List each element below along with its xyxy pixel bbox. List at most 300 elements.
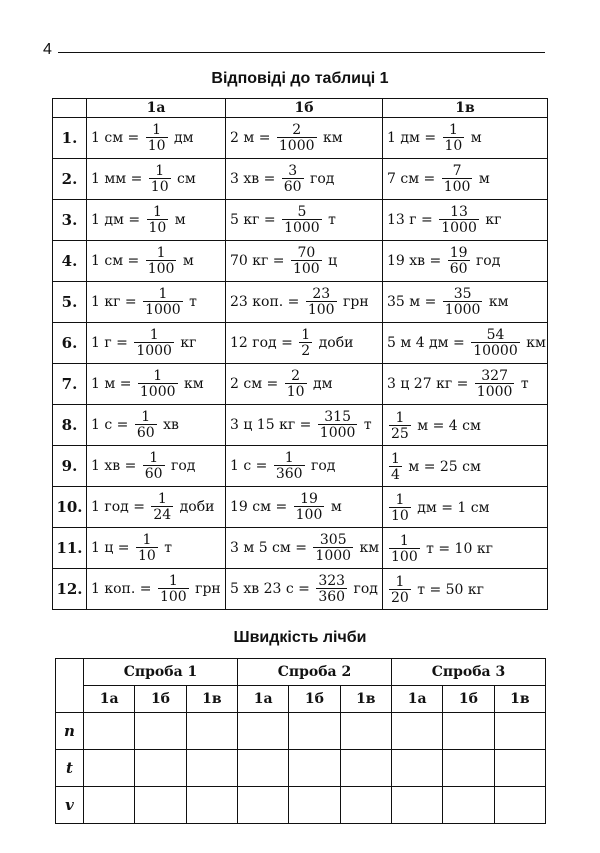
speed-entry-cell[interactable] [289, 750, 340, 787]
fraction [306, 287, 337, 317]
attempt-header: Спроба 3 [391, 659, 545, 686]
answer-cell [383, 323, 548, 364]
answer-cell [383, 528, 548, 569]
fraction-numerator: 1 [155, 163, 165, 179]
answers-header-row [53, 99, 548, 118]
speed-entry-cell[interactable] [135, 713, 186, 750]
fraction-denominator: 10 [138, 548, 156, 564]
speed-entry-cell[interactable] [391, 713, 442, 750]
answer-expression [230, 123, 343, 153]
speed-entry-cell[interactable] [443, 750, 494, 787]
answer-expression [91, 164, 196, 194]
answer-row [53, 528, 548, 569]
speed-entry-cell[interactable] [443, 713, 494, 750]
speed-entry-cell[interactable] [135, 787, 186, 824]
fraction [135, 410, 157, 440]
fraction-numerator: 54 [486, 327, 505, 343]
fraction-numerator: 1 [284, 450, 294, 466]
answer-row [53, 487, 548, 528]
column-header: 1а [87, 99, 226, 118]
fraction-denominator: 1000 [476, 384, 513, 400]
answer-expression [91, 492, 214, 522]
row-number: 3. [53, 200, 87, 241]
column-header: 1б [226, 99, 383, 118]
expression-text: 3 м 5 см = [230, 540, 312, 556]
answer-row [53, 200, 548, 241]
expression-text: 2 см = [230, 376, 283, 392]
expression-text: 3 ц 27 кг = [387, 376, 473, 392]
answer-cell [87, 569, 226, 610]
row-number: 9. [53, 446, 87, 487]
speed-entry-cell[interactable] [340, 713, 391, 750]
fraction-numerator: 3 [288, 163, 298, 179]
expression-text: 12 год = [230, 335, 298, 351]
expression-text: 35 м = [387, 294, 441, 310]
fraction [439, 205, 479, 235]
subcolumn-header: 1в [340, 686, 391, 713]
speed-entry-cell[interactable] [391, 787, 442, 824]
answer-cell [87, 323, 226, 364]
fraction-denominator: 20 [391, 589, 409, 606]
speed-entry-cell[interactable] [237, 713, 288, 750]
answer-expression [91, 410, 179, 440]
fraction [143, 287, 183, 317]
answer-row [53, 159, 548, 200]
expression-text: 1 год = [91, 499, 150, 515]
fraction-denominator: 10 [147, 138, 166, 154]
expression-text: 1 с = [230, 458, 272, 474]
answer-cell [226, 364, 383, 405]
expression-text: т [359, 417, 372, 433]
answer-expression [230, 164, 334, 194]
speed-row [56, 713, 546, 750]
expression-text: 5 кг = [230, 212, 281, 228]
fraction-numerator: 1 [168, 573, 178, 589]
fraction-denominator: 100 [295, 507, 323, 523]
fraction [138, 369, 178, 399]
answers-table [52, 98, 548, 610]
answer-expression [387, 164, 490, 194]
fraction-denominator: 360 [275, 466, 303, 482]
fraction-numerator: 2 [291, 368, 301, 384]
fraction [389, 493, 411, 523]
expression-text: год [306, 458, 336, 474]
answer-row [53, 241, 548, 282]
answer-cell [383, 487, 548, 528]
fraction-numerator: 1 [152, 204, 162, 220]
answer-expression [230, 492, 342, 522]
speed-row [56, 750, 546, 787]
answer-cell [87, 241, 226, 282]
answer-cell [226, 159, 383, 200]
fraction-denominator: 60 [136, 425, 155, 441]
expression-text: кг [175, 335, 197, 351]
answer-expression [230, 533, 379, 563]
fraction [149, 164, 171, 194]
expression-text: 1 м = [91, 376, 136, 392]
fraction-numerator: 35 [453, 286, 472, 302]
answer-cell [226, 241, 383, 282]
expression-text: т = 10 кг [421, 540, 493, 557]
fraction-denominator: 360 [318, 589, 346, 605]
fraction-denominator: 1000 [284, 220, 320, 236]
fraction-denominator: 4 [391, 466, 400, 483]
answer-expression [91, 369, 204, 399]
answer-cell [226, 446, 383, 487]
fraction-denominator: 2 [301, 343, 311, 359]
row-number: 11. [53, 528, 87, 569]
expression-text: дм [308, 376, 333, 392]
answer-cell [226, 405, 383, 446]
speed-entry-cell[interactable] [340, 750, 391, 787]
fraction-denominator: 1000 [139, 384, 176, 400]
fraction [282, 205, 322, 235]
expression-text: доби [314, 335, 354, 351]
fraction [143, 451, 165, 481]
row-number: 12. [53, 569, 87, 610]
fraction-numerator: 13 [450, 204, 468, 220]
expression-text: доби [175, 499, 215, 515]
answer-cell [383, 569, 548, 610]
expression-text: 3 ц 15 кг = [230, 417, 316, 433]
fraction-denominator: 60 [283, 179, 302, 195]
speed-corner-cell [56, 659, 84, 713]
answer-cell [226, 282, 383, 323]
fraction-numerator: 19 [449, 245, 468, 261]
answer-expression [387, 411, 481, 441]
answer-cell [87, 200, 226, 241]
answer-cell [87, 528, 226, 569]
expression-text: 1 хв = [91, 458, 141, 474]
answer-expression [230, 574, 378, 604]
expression-text: м [178, 253, 194, 269]
fraction [389, 575, 411, 605]
fraction-numerator: 19 [300, 491, 318, 507]
answer-expression [387, 452, 481, 482]
fraction [299, 328, 312, 358]
fraction [318, 410, 358, 440]
expression-text: м [170, 212, 186, 228]
expression-text: 5 м 4 дм = [387, 335, 470, 351]
row-number: 4. [53, 241, 87, 282]
expression-text: хв [158, 417, 179, 433]
fraction-denominator: 24 [153, 507, 172, 523]
answer-cell [383, 405, 548, 446]
answer-expression [230, 287, 369, 317]
expression-text: год [349, 581, 378, 597]
attempt-header: Спроба 1 [84, 659, 238, 686]
answer-cell [87, 118, 226, 159]
row-number: 5. [53, 282, 87, 323]
speed-entry-cell[interactable] [84, 713, 135, 750]
answer-expression [230, 246, 337, 276]
expression-text: 1 кг = [91, 294, 142, 310]
expression-text: км [521, 335, 546, 351]
expression-text: 1 дм = [387, 130, 441, 146]
speed-row [56, 787, 546, 824]
fraction [443, 123, 465, 153]
fraction [442, 164, 473, 194]
fraction-denominator: 1000 [441, 220, 477, 236]
subcolumn-header: 1а [391, 686, 442, 713]
row-number: 2. [53, 159, 87, 200]
answer-expression [230, 410, 372, 440]
fraction-numerator: 1 [301, 327, 311, 343]
fraction-numerator: 7 [452, 163, 462, 179]
subcolumn-header: 1б [443, 686, 494, 713]
answer-expression [91, 246, 194, 276]
fraction [136, 533, 158, 563]
fraction-numerator: 1 [141, 409, 151, 425]
expression-text: м [326, 499, 342, 515]
expression-text: км [318, 130, 343, 146]
fraction-numerator: 1 [142, 532, 152, 548]
speed-entry-cell[interactable] [237, 750, 288, 787]
answer-cell [226, 569, 383, 610]
speed-entry-cell[interactable] [289, 713, 340, 750]
expression-text: 5 хв 23 с = [230, 581, 315, 597]
answer-row [53, 323, 548, 364]
fraction-numerator: 1 [391, 450, 400, 467]
speed-entry-cell[interactable] [289, 787, 340, 824]
speed-entry-cell[interactable] [340, 787, 391, 824]
speed-entry-cell[interactable] [135, 750, 186, 787]
expression-text: т [323, 212, 336, 228]
speed-entry-cell[interactable] [186, 787, 237, 824]
fraction [134, 328, 174, 358]
answer-expression [91, 451, 195, 481]
answer-cell [226, 118, 383, 159]
expression-text: кг [480, 212, 502, 228]
fraction [147, 205, 169, 235]
answer-row [53, 364, 548, 405]
fraction-denominator: 1000 [145, 302, 181, 318]
expression-text: 3 хв = [230, 171, 280, 187]
fraction [151, 492, 173, 522]
expression-text: 23 коп. = [230, 294, 304, 310]
fraction [471, 328, 520, 358]
speed-table [55, 658, 546, 824]
answer-cell [383, 446, 548, 487]
answer-row [53, 118, 548, 159]
fraction-denominator: 10 [150, 179, 169, 195]
fraction-denominator: 60 [144, 466, 163, 482]
expression-text: 19 см = [230, 499, 292, 515]
answer-expression [387, 205, 501, 235]
fraction [146, 246, 177, 276]
speed-entry-cell[interactable] [443, 787, 494, 824]
expression-text: год [305, 171, 335, 187]
fraction-numerator: 1 [149, 327, 159, 343]
answer-expression [387, 575, 484, 605]
fraction-numerator: 1 [399, 532, 409, 549]
fraction-numerator: 1 [157, 491, 167, 507]
fraction-denominator: 1000 [278, 138, 315, 154]
answer-expression [91, 574, 221, 604]
speed-entry-cell[interactable] [84, 787, 135, 824]
fraction-denominator: 100 [307, 302, 335, 318]
fraction-denominator: 1000 [444, 302, 481, 318]
fraction [448, 246, 470, 276]
answer-expression [387, 493, 490, 523]
speed-group-row [56, 659, 546, 686]
expression-text: дм [169, 130, 194, 146]
fraction-numerator: 315 [324, 409, 351, 425]
answer-cell [383, 241, 548, 282]
expression-text: т [159, 540, 173, 556]
answers-corner-cell [53, 99, 87, 118]
expression-text: 1 мм = [91, 171, 147, 187]
answer-expression [387, 534, 493, 564]
answer-expression [91, 287, 197, 317]
answer-expression [387, 123, 482, 153]
page-number: 4 [43, 41, 52, 58]
fraction [389, 411, 411, 441]
fraction [475, 369, 515, 399]
fraction-numerator: 327 [481, 368, 508, 384]
answer-expression [230, 205, 336, 235]
fraction-numerator: 5 [297, 204, 307, 220]
expression-text: 1 коп. = [91, 581, 156, 597]
speed-row-label: t [56, 750, 84, 787]
expression-text: см [172, 171, 196, 187]
answer-expression [91, 533, 172, 563]
speed-entry-cell[interactable] [84, 750, 135, 787]
expression-text: 7 см = [387, 171, 440, 187]
expression-text: км [179, 376, 204, 392]
fraction-denominator: 100 [292, 261, 320, 277]
subcolumn-header: 1а [84, 686, 135, 713]
speed-entry-cell[interactable] [494, 713, 545, 750]
fraction-numerator: 323 [318, 573, 346, 589]
expression-text: 1 с = [91, 417, 133, 433]
row-number: 10. [53, 487, 87, 528]
speed-entry-cell[interactable] [391, 750, 442, 787]
answers-title: Відповіді до таблиці 1 [211, 70, 389, 87]
expression-text: м = 4 см [412, 417, 481, 434]
expression-text: км [484, 294, 509, 310]
answer-cell [383, 364, 548, 405]
answer-expression [230, 328, 353, 358]
speed-row-label: v [56, 787, 84, 824]
answer-cell [87, 159, 226, 200]
fraction-denominator: 10000 [473, 343, 518, 359]
fraction-denominator: 1000 [319, 425, 356, 441]
fraction [316, 574, 347, 604]
row-number: 8. [53, 405, 87, 446]
fraction-numerator: 1 [152, 122, 162, 138]
fraction-denominator: 10 [286, 384, 305, 400]
fraction-numerator: 70 [297, 245, 316, 261]
answer-expression [91, 123, 194, 153]
fraction [285, 369, 307, 399]
column-header: 1в [383, 99, 548, 118]
expression-text: 1 ц = [91, 540, 134, 556]
attempt-header: Спроба 2 [237, 659, 391, 686]
expression-text: 1 дм = [91, 212, 145, 228]
fraction [294, 492, 325, 522]
expression-text: т = 50 кг [412, 581, 485, 598]
answer-expression [230, 369, 333, 399]
speed-entry-cell[interactable] [494, 787, 545, 824]
answer-row [53, 446, 548, 487]
answer-cell [226, 487, 383, 528]
fraction [443, 287, 483, 317]
fraction [389, 534, 420, 564]
subcolumn-header: 1б [289, 686, 340, 713]
fraction-numerator: 1 [149, 450, 159, 466]
expression-text: ц [323, 253, 338, 269]
answer-expression [387, 287, 509, 317]
answer-expression [387, 246, 500, 276]
answer-expression [91, 205, 186, 235]
speed-entry-cell[interactable] [186, 713, 237, 750]
fraction-denominator: 1000 [136, 343, 172, 359]
fraction-numerator: 1 [395, 491, 405, 508]
answer-cell [226, 200, 383, 241]
fraction-numerator: 2 [292, 122, 302, 138]
fraction-denominator: 25 [391, 425, 409, 442]
answer-row [53, 282, 548, 323]
speed-title: Швидкість лічби [233, 629, 367, 646]
fraction-denominator: 100 [159, 589, 187, 605]
fraction-denominator: 10 [148, 220, 167, 236]
subcolumn-header: 1в [494, 686, 545, 713]
answer-cell [87, 446, 226, 487]
speed-row-label: n [56, 713, 84, 750]
expression-text: м [474, 171, 490, 187]
expression-text: 2 м = [230, 130, 275, 146]
fraction-denominator: 100 [147, 261, 175, 277]
fraction-denominator: 60 [449, 261, 468, 277]
answer-cell [87, 405, 226, 446]
answer-cell [226, 528, 383, 569]
answer-row [53, 405, 548, 446]
fraction-numerator: 1 [448, 122, 458, 138]
answer-cell [87, 282, 226, 323]
expression-text: м = 25 см [403, 458, 481, 475]
fraction-denominator: 100 [443, 179, 471, 195]
answer-expression [91, 328, 197, 358]
speed-entry-cell[interactable] [237, 787, 288, 824]
fraction [313, 533, 353, 563]
answer-cell [383, 159, 548, 200]
fraction [277, 123, 317, 153]
fraction-numerator: 1 [395, 573, 405, 590]
expression-text: 1 см = [91, 130, 144, 146]
expression-text: т [516, 376, 529, 392]
fraction-numerator: 1 [395, 409, 405, 426]
subcolumn-header: 1а [237, 686, 288, 713]
expression-text: км [355, 540, 380, 556]
row-number: 7. [53, 364, 87, 405]
row-number: 6. [53, 323, 87, 364]
expression-text: дм = 1 см [412, 499, 490, 516]
answer-expression [387, 328, 546, 358]
fraction [282, 164, 304, 194]
speed-entry-cell[interactable] [186, 750, 237, 787]
answer-expression [387, 369, 529, 399]
fraction [274, 451, 305, 481]
fraction [389, 452, 402, 482]
speed-subheader-row [56, 686, 546, 713]
fraction-numerator: 1 [153, 368, 163, 384]
speed-entry-cell[interactable] [494, 750, 545, 787]
expression-text: грн [190, 581, 221, 597]
answer-cell [383, 200, 548, 241]
answer-cell [383, 118, 548, 159]
fraction [158, 574, 189, 604]
